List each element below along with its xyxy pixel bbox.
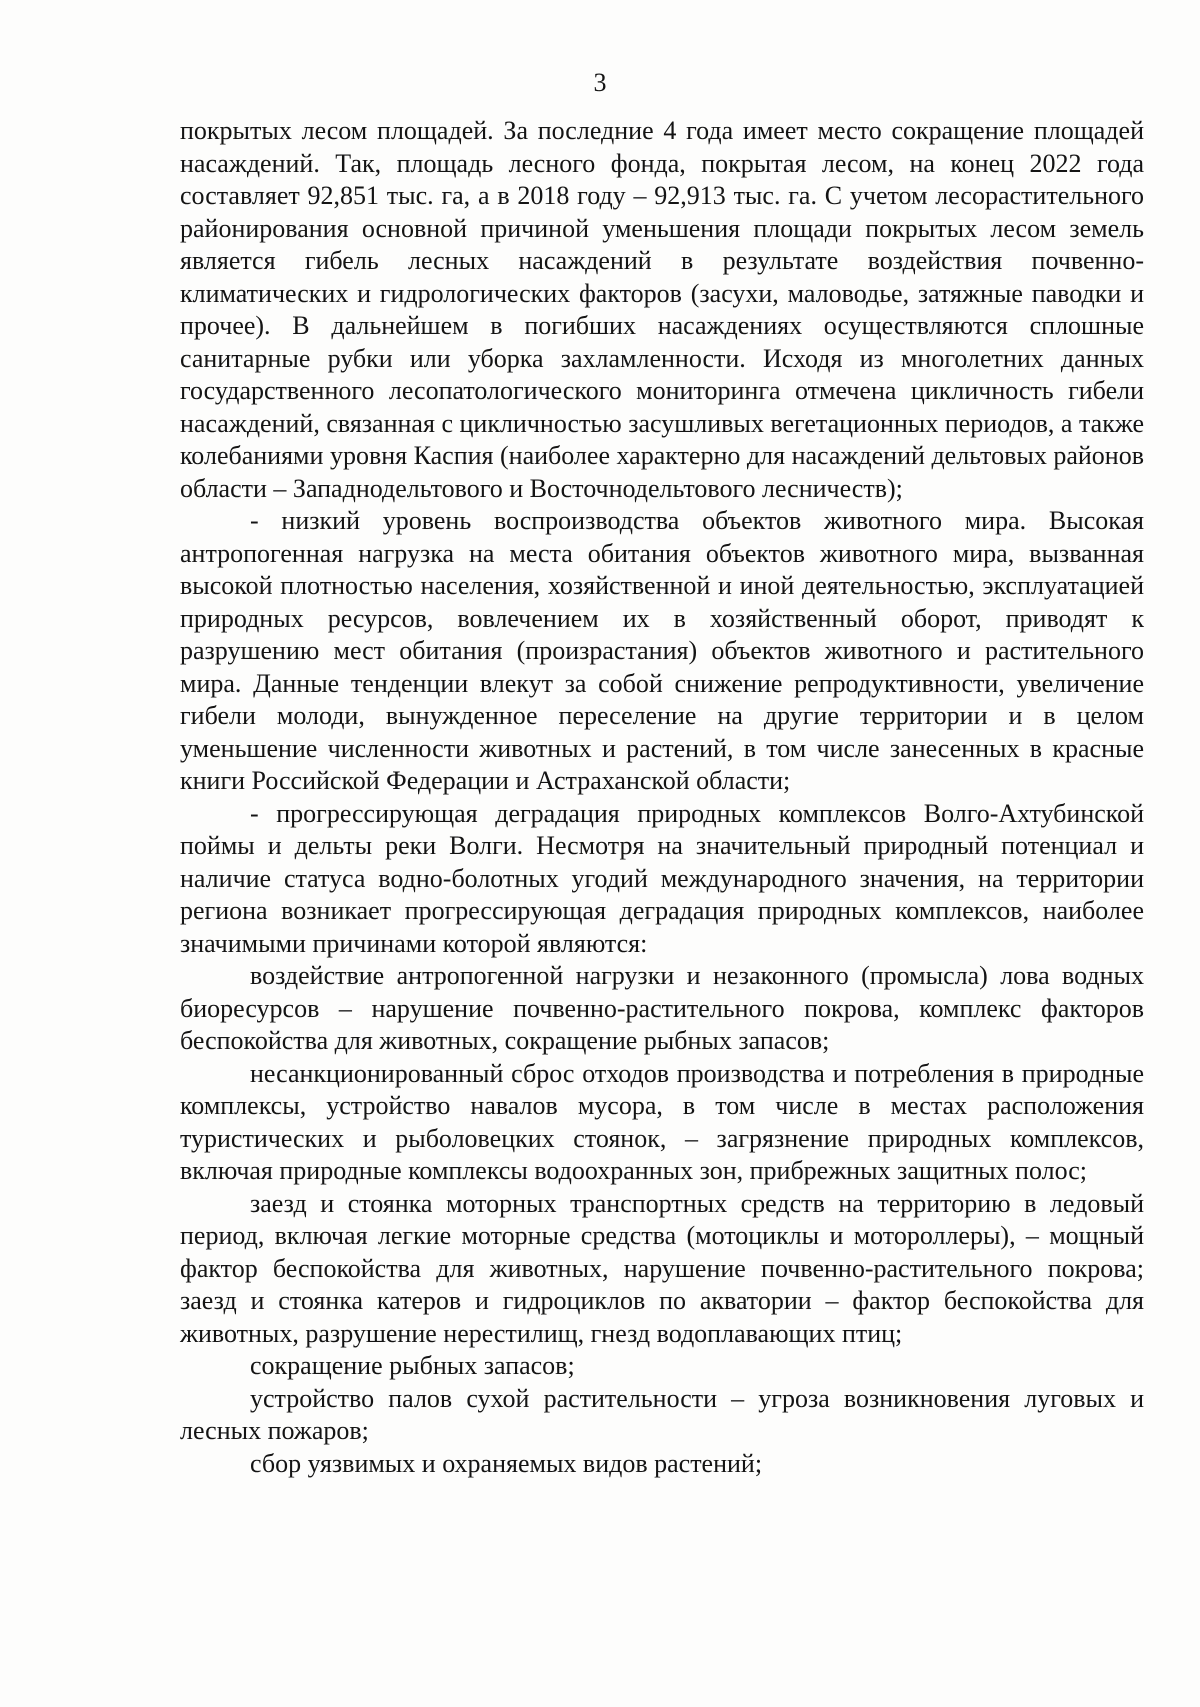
paragraph-forest-area: покрытых лесом площадей. За последние 4 года имеет место сокращение площадей насаждений. Так, площадь лесного фонда, покрытая лесом, на конец 2022 года составляет 92,851 тыс. га, а в 2018 году – 92,913 тыс. га. С учетом лесорастительного районирования основной причиной уменьшения площади покрытых лесом земель является гибель лесных насаждений в результате воздействия почвенно-климатических и гидрологических факторов (засухи, маловодье, затяжные паводки и прочее). В дальнейшем в погибших насаждениях осуществляются сплошные санитарные рубки или уборка захламленности. Исходя из многолетних данных государственного лесопатологического мониторинга отмечена цикличность гибели насаждений, связанная с цикличностью засушливых вегетационных периодов, а также колебаниями уровня Каспия (наиболее характерно для насаждений дельтовых районов области – Западнодельтового и Восточнодельтового лесничеств); [180,116,1144,503]
paragraph-plant-collection: сбор уязвимых и охраняемых видов растений; [250,1448,763,1478]
page-number: 3 [593,68,607,97]
paragraph-ecosystem-degradation: - прогрессирующая деградация природных комплексов Волго-Ахтубинской поймы и дельты реки Волги. Несмотря на значительный природный потенциал и наличие статуса водно-болотных угодий международного значения, на территории региона возникает прогрессирующая деградация природных комплексов, наиболее значимыми причинами которой являются: [180,798,1144,958]
paragraph-vegetation-burning: устройство палов сухой растительности – угроза возникновения луговых и лесных пожаров; [180,1383,1144,1445]
paragraph-wildlife-reproduction: - низкий уровень воспроизводства объектов животного мира. Высокая антропогенная нагрузка на места обитания объектов животного мира, вызванная высокой плотностью населения, хозяйственной и иной деятельностью, эксплуатацией природных ресурсов, вовлечением их в хозяйственный оборот, приводят к разрушению мест обитания (произрастания) объектов животного и растительного мира. Данные тенденции влекут за собой снижение репродуктивности, увеличение гибели молоди, вынужденное переселение на другие территории и в целом уменьшение численности животных и растений, в том числе занесенных в красные книги Российской Федерации и Астраханской области; [180,506,1144,795]
paragraph-fish-stocks: сокращение рыбных запасов; [250,1351,575,1380]
paragraph-waste-dumping: несанкционированный сброс отходов производства и потребления в природные комплексы, устройство навалов мусора, в том числе в местах расположения туристических и рыболовецких стоянок, – загрязнение природных комплексов, включая природные комплексы водоохранных зон, прибрежных защитных полос; [180,1058,1144,1185]
paragraph-anthropogenic-load: воздействие антропогенной нагрузки и незаконного (промысла) лова водных биоресурсов – нарушение почвенно-растительного покрова, комплекс факторов беспокойства для животных, сокращение рыбных запасов; [180,961,1144,1055]
body-text [180,115,1144,1480]
paragraph-motor-vehicles: заезд и стоянка моторных транспортных средств на территорию в ледовый период, включая легкие моторные средства (мотоциклы и мотороллеры), – мощный фактор беспокойства для животных, нарушение почвенно-растительного покрова; заезд и стоянка катеров и гидроциклов по акватории – фактор беспокойства для животных, разрушение нерестилищ, гнезд водоплавающих птиц; [180,1188,1144,1348]
